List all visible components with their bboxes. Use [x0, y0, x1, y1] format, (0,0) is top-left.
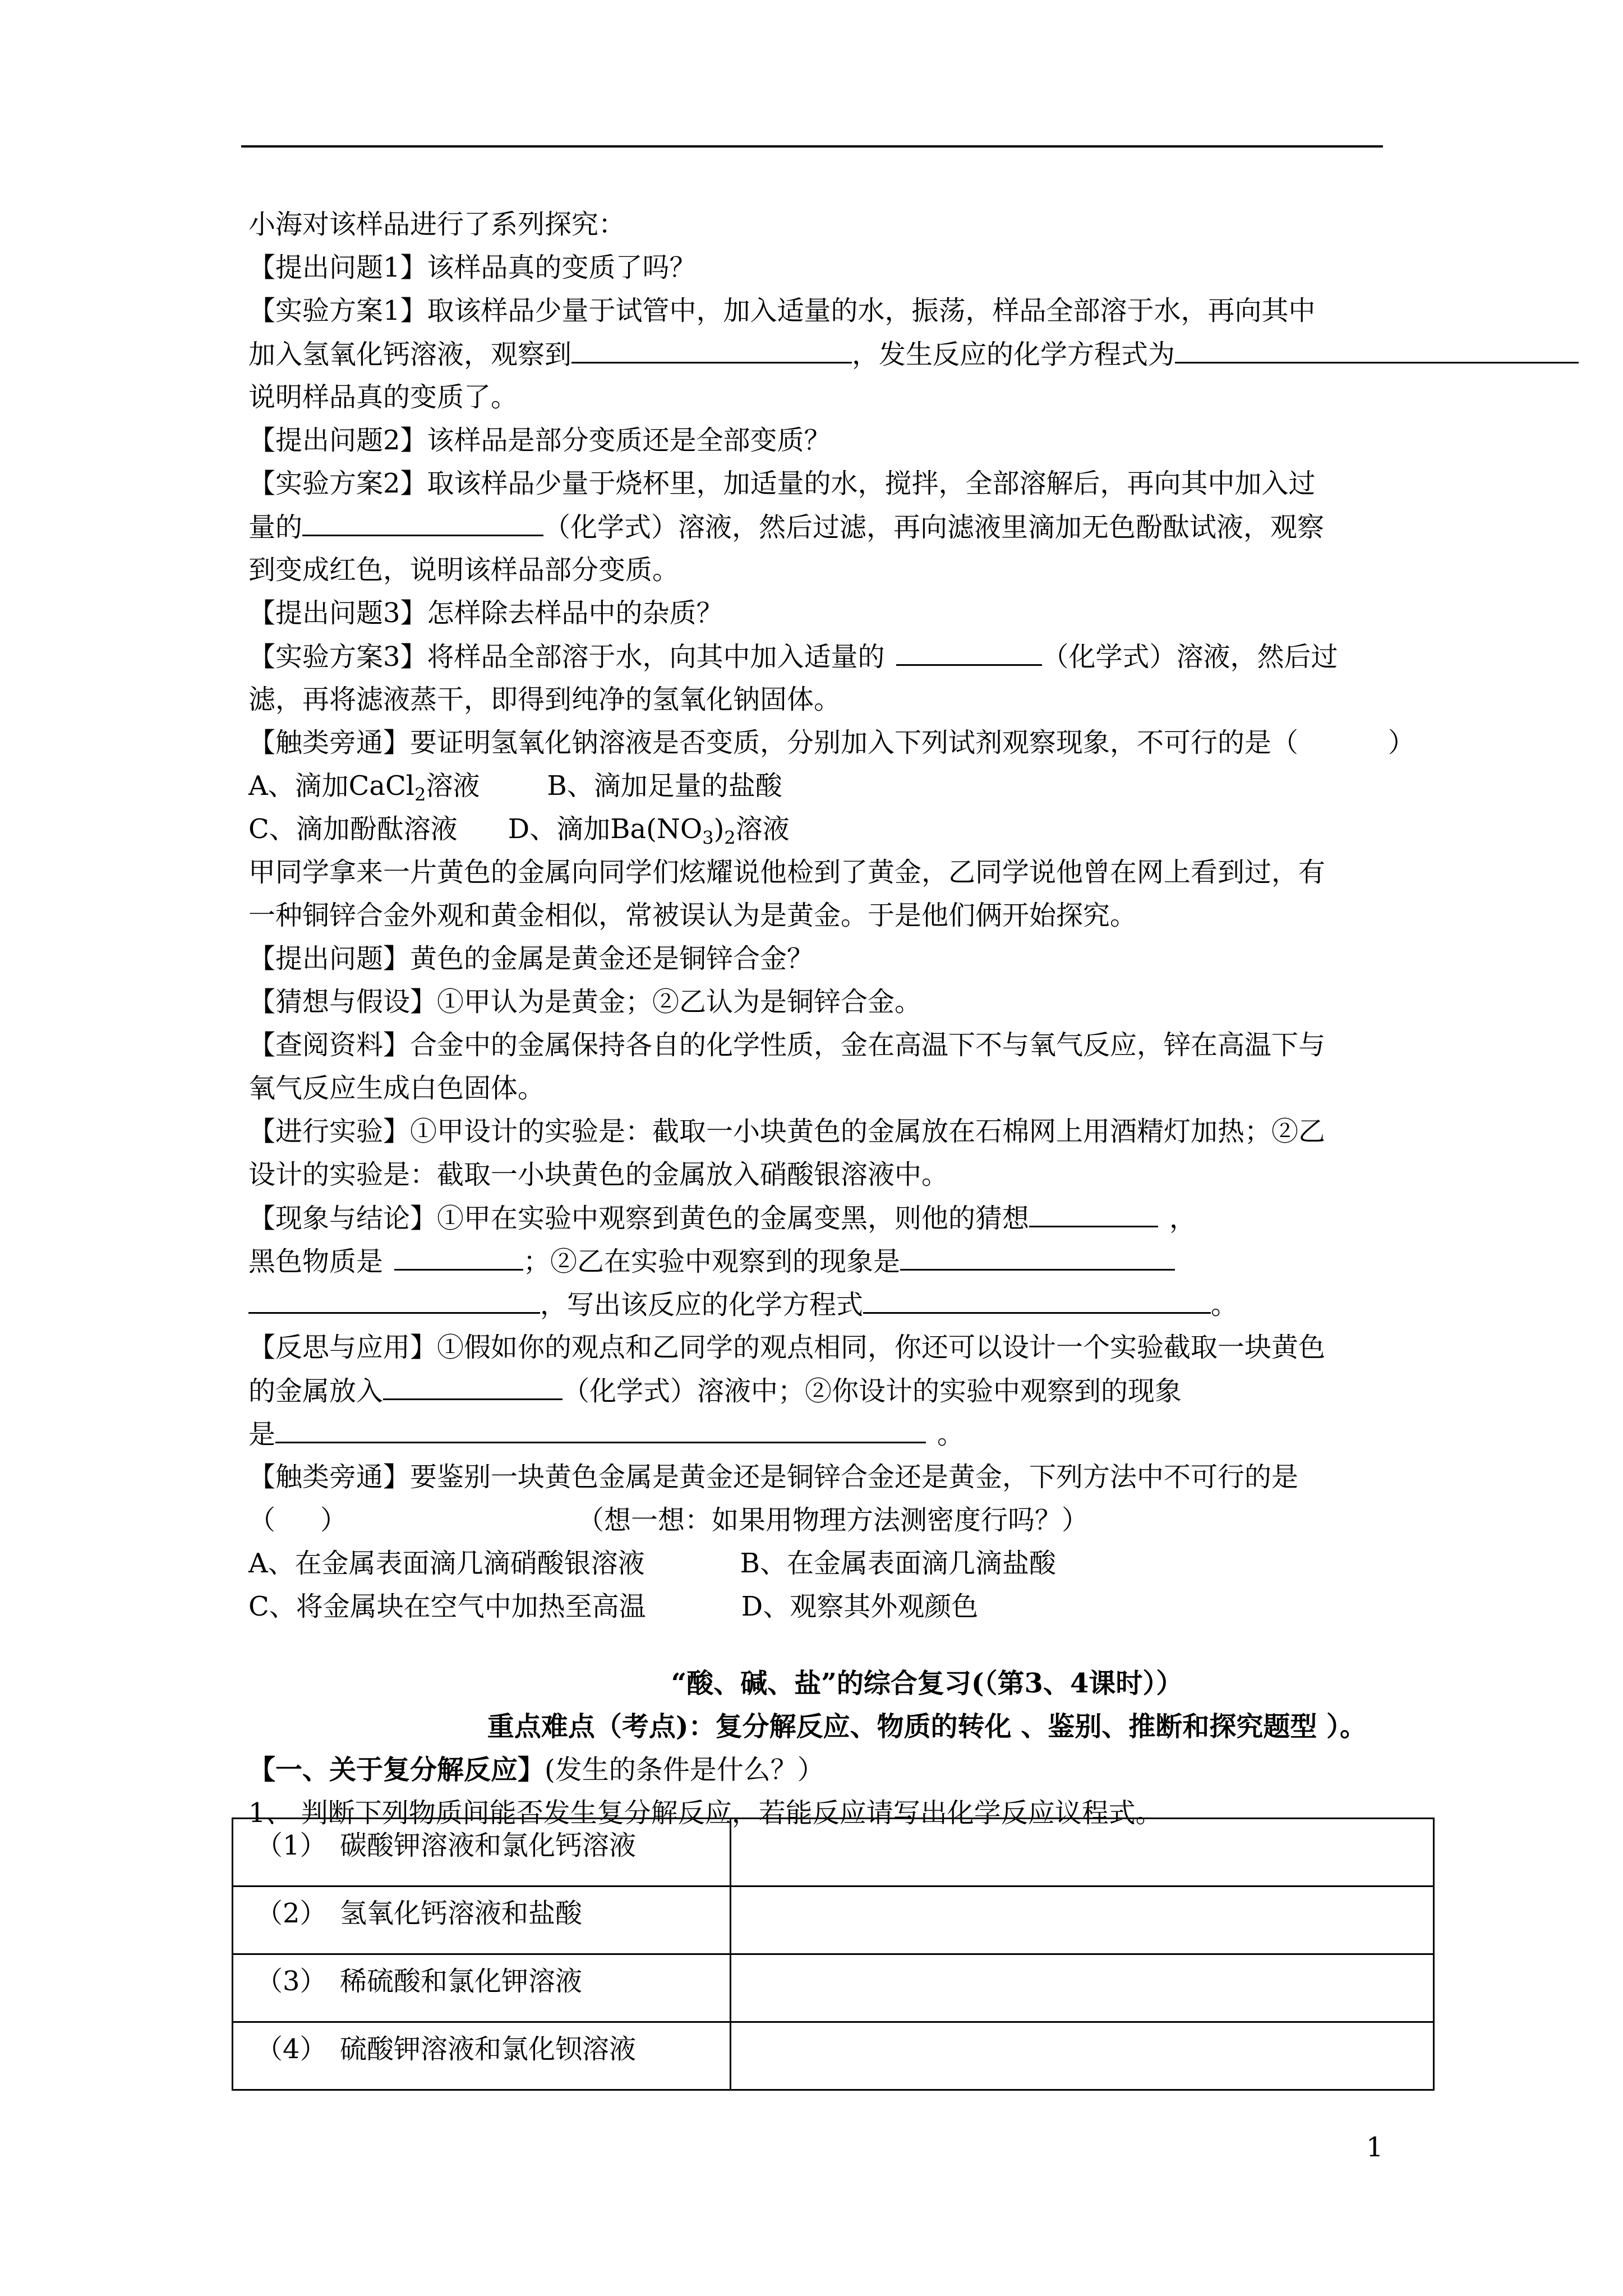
text-line: 说明样品真的变质了。: [248, 381, 518, 413]
answer-blank[interactable]: [571, 333, 852, 364]
answer-cell[interactable]: [731, 1887, 1434, 1954]
text-line: 小海对该样品进行了系列探究：: [248, 209, 626, 240]
text-line: 设计的实验是：截取一小块黄色的金属放入硝酸银溶液中。: [248, 1159, 949, 1190]
answer-cell[interactable]: [731, 1954, 1434, 2022]
text-line: 量的 （化学式）溶液，然后过滤，再向滤液里滴加无色酚酞试液，观察: [248, 505, 1606, 549]
text-line: 【提出问题】黄色的金属是黄金还是铜锌合金？: [248, 943, 814, 974]
text-line: （ ） （想一想：如果用物理方法测密度行吗？）: [248, 1504, 1089, 1536]
answer-blank[interactable]: [248, 1283, 540, 1314]
section-subtitle: 重点难点（考点)：复分解反应、物质的转化 、鉴别、推断和探究题型 ）。: [487, 1711, 1367, 1742]
text-line: ，写出该反应的化学方程式 。: [248, 1283, 1606, 1326]
text-line: 黑色物质是 ；②乙在实验中观察到的现象是: [248, 1240, 1606, 1283]
answer-blank[interactable]: [896, 635, 1042, 666]
table-row: （1） 碳酸钾溶液和氯化钙溶液: [233, 1819, 1434, 1887]
answer-cell[interactable]: [731, 2022, 1434, 2090]
text-line: 【触类旁通】要证明氢氧化钠溶液是否变质，分别加入下列试剂观察现象，不可行的是（ ）: [248, 727, 1415, 758]
text-line: 【查阅资料】合金中的金属保持各自的化学性质，金在高温下不与氧气反应，锌在高温下与: [248, 1029, 1326, 1061]
answer-blank[interactable]: [394, 1240, 523, 1271]
text-line: 【提出问题2】该样品是部分变质还是全部变质？: [248, 425, 831, 456]
answer-blank[interactable]: [275, 1412, 926, 1443]
text-line: C、将金属块在空气中加热至高温 D、观察其外观颜色: [248, 1591, 979, 1622]
table-row: （3） 稀硫酸和氯化钾溶液: [233, 1954, 1434, 2022]
answer-cell[interactable]: [731, 1819, 1434, 1887]
page-number: 1: [1366, 2132, 1384, 2163]
answer-blank[interactable]: [1175, 333, 1579, 364]
text-line: 【触类旁通】要鉴别一块黄色金属是黄金还是铜锌合金还是黄金，下列方法中不可行的是: [248, 1461, 1299, 1493]
text-line: C、滴加酚酞溶液 D、滴加$Ba(NO_3)_2$溶液: [248, 813, 790, 849]
text-line: 是 。: [248, 1412, 1606, 1456]
section-title: “酸、碱、盐”的综合复习(（第3、4课时））: [671, 1668, 1183, 1699]
text-line: 到变成红色，说明该样品部分变质。: [248, 554, 680, 586]
answer-blank[interactable]: [900, 1240, 1175, 1271]
text-line: 【进行实验】①甲设计的实验是：截取一小块黄色的金属放在石棉网上用酒精灯加热；②乙: [248, 1116, 1326, 1147]
text-line: 的金属放入 （化学式）溶液中；②你设计的实验中观察到的现象: [248, 1369, 1606, 1412]
answer-blank[interactable]: [1029, 1197, 1158, 1227]
reaction-table: [232, 1818, 1435, 2091]
text-line: 【猜想与假设】①甲认为是黄金；②乙认为是铜锌合金。: [248, 986, 922, 1018]
text-line: 一种铜锌合金外观和黄金相似，常被误认为是黄金。于是他们俩开始探究。: [248, 900, 1137, 931]
text-line: 【实验方案3】将样品全部溶于水，向其中加入适量的 （化学式）溶液，然后过: [248, 635, 1606, 678]
text-line: A、在金属表面滴几滴硝酸银溶液 B、在金属表面滴几滴盐酸: [248, 1548, 1056, 1579]
text-line: 【反思与应用】①假如你的观点和乙同学的观点相同，你还可以设计一个实验截取一块黄色: [248, 1332, 1326, 1363]
text-line: 加入氢氧化钙溶液，观察到 ，发生反应的化学方程式为: [248, 333, 1606, 376]
text-line: 滤，再将滤液蒸干，即得到纯净的氢氧化钠固体。: [248, 684, 841, 715]
text-line: 【实验方案2】取该样品少量于烧杯里，加适量的水，搅拌，全部溶解后，再向其中加入过: [248, 468, 1316, 499]
answer-blank[interactable]: [383, 1369, 562, 1400]
text-line: 【实验方案1】取该样品少量于试管中，加入适量的水，振荡，样品全部溶于水，再向其中: [248, 295, 1316, 326]
worksheet-body: [248, 203, 1606, 1835]
text-line: 【提出问题3】怎样除去样品中的杂质？: [248, 597, 723, 629]
answer-blank[interactable]: [302, 505, 543, 536]
header-rule: [241, 145, 1383, 148]
text-line: 1、 判断下列物质间能否发生复分解反应，若能反应请写出化学反应议程式。: [248, 1797, 1163, 1829]
table-row: （4） 硫酸钾溶液和氯化钡溶液: [233, 2022, 1434, 2090]
table-row: （2） 氢氧化钙溶液和盐酸: [233, 1887, 1434, 1954]
text-line: 【现象与结论】①甲在实验中观察到黄色的金属变黑，则他的猜想 ，: [248, 1197, 1606, 1240]
answer-blank[interactable]: [863, 1283, 1211, 1314]
text-line: A、滴加CaCl$_2$溶液 B、滴加足量的盐酸: [248, 770, 782, 806]
text-line: 【一、关于复分解反应】(发生的条件是什么？）: [248, 1754, 824, 1786]
text-line: 氧气反应生成白色固体。: [248, 1073, 545, 1104]
text-line: 【提出问题1】该样品真的变质了吗？: [248, 252, 697, 283]
text-line: 甲同学拿来一片黄色的金属向同学们炫耀说他检到了黄金，乙同学说他曾在网上看到过，有: [248, 857, 1326, 888]
